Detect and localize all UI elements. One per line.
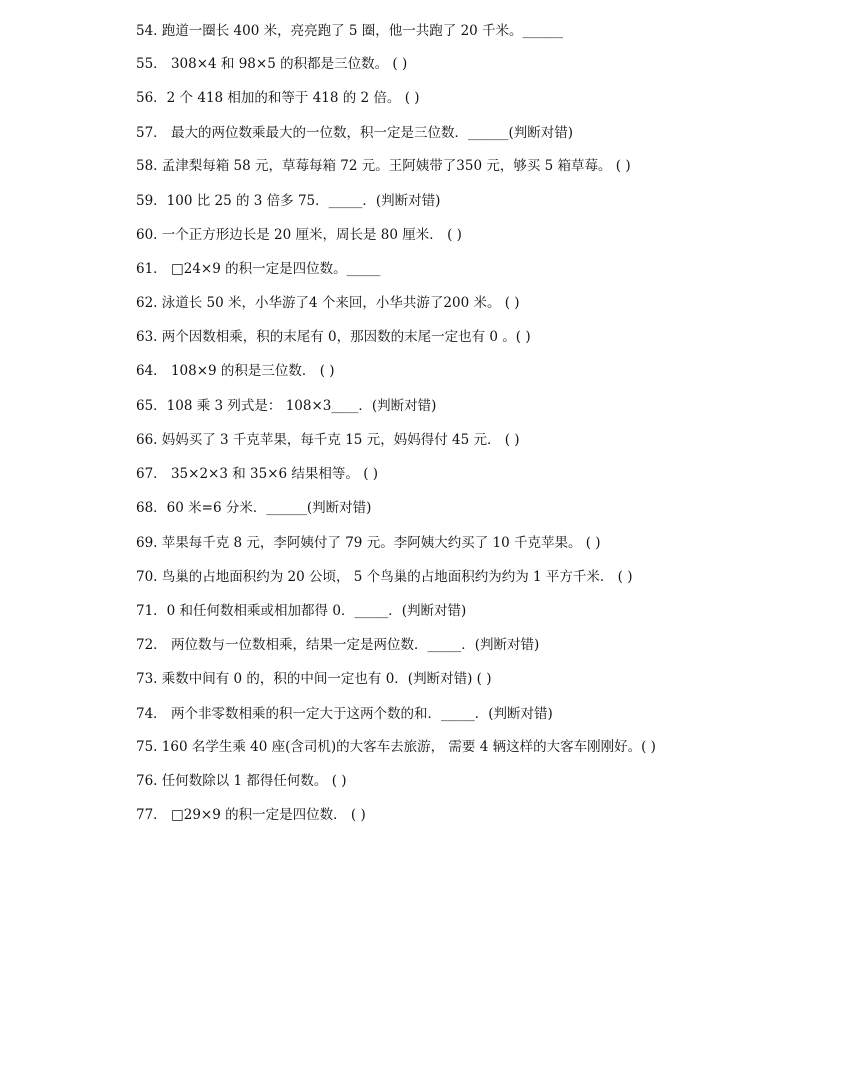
question-76: 76. 任何数除以 1 都得任何数。 ( ) — [136, 773, 347, 789]
question-75: 75. 160 名学生乘 40 座(含司机)的大客车去旅游， 需要 4 辆这样的大客车刚刚好。( ) — [136, 739, 656, 755]
question-61: 61． □24×9 的积一定是四位数。_____ — [136, 261, 381, 277]
question-62: 62. 泳道长 50 米，小华游了4 个来回，小华共游了200 米。 ( ) — [136, 295, 520, 311]
question-77: 77． □29×9 的积一定是四位数． ( ) — [136, 807, 366, 823]
question-71: 71．0 和任何数相乘或相加都得 0．_____．(判断对错) — [136, 603, 467, 619]
question-70: 70. 鸟巢的占地面积约为 20 公顷， 5 个鸟巢的占地面积约为约为 1 平方千米． ( ) — [136, 569, 633, 585]
question-55: 55． 308×4 和 98×5 的积都是三位数。 ( ) — [136, 56, 408, 72]
question-74: 74． 两个非零数相乘的积一定大于这两个数的和．_____．(判断对错) — [136, 706, 553, 722]
question-73: 73. 乘数中间有 0 的，积的中间一定也有 0．(判断对错) ( ) — [136, 671, 492, 687]
question-59: 59．100 比 25 的 3 倍多 75．_____．(判断对错) — [136, 193, 441, 209]
question-67: 67． 35×2×3 和 35×6 结果相等。 ( ) — [136, 466, 379, 482]
question-69: 69. 苹果每千克 8 元，李阿姨付了 79 元。李阿姨大约买了 10 千克苹果。 ( ) — [136, 535, 601, 551]
question-64: 64． 108×9 的积是三位数． ( ) — [136, 363, 335, 379]
question-56: 56．2 个 418 相加的和等于 418 的 2 倍。 ( ) — [136, 90, 420, 106]
question-72: 72． 两位数与一位数相乘，结果一定是两位数．_____．(判断对错) — [136, 637, 540, 653]
question-65: 65．108 乘 3 列式是： 108×3____．(判断对错) — [136, 398, 437, 414]
question-54: 54. 跑道一圈长 400 米，亮亮跑了 5 圈，他一共跑了 20 千米。______ — [136, 23, 564, 39]
question-63: 63. 两个因数相乘，积的末尾有 0，那因数的末尾一定也有 0 。( ) — [136, 329, 531, 345]
question-66: 66. 妈妈买了 3 千克苹果，每千克 15 元，妈妈得付 45 元． ( ) — [136, 432, 520, 448]
question-60: 60. 一个正方形边长是 20 厘米，周长是 80 厘米． ( ) — [136, 227, 462, 243]
question-58: 58. 孟津梨每箱 58 元，草莓每箱 72 元。王阿姨带了350 元，够买 5 箱草莓。 ( ) — [136, 158, 631, 174]
question-68: 68．60 米=6 分米．______(判断对错) — [136, 500, 372, 516]
question-57: 57． 最大的两位数乘最大的一位数，积一定是三位数．______(判断对错) — [136, 125, 574, 141]
